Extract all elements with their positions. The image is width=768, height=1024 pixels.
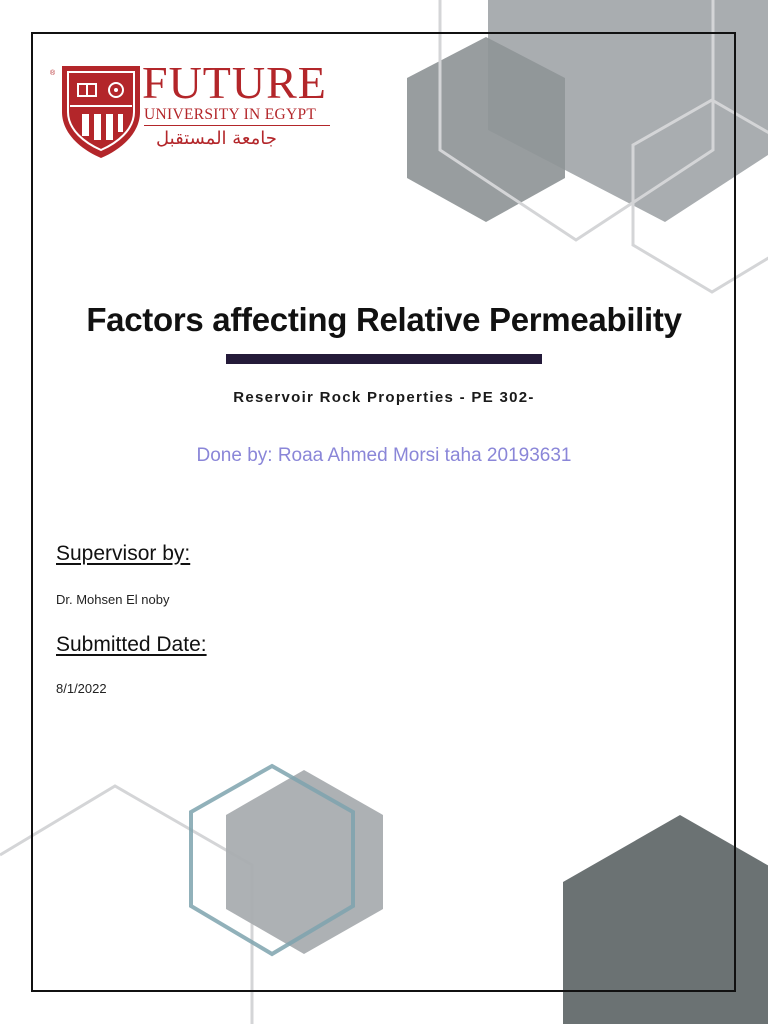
supervisor-name: Dr. Mohsen El noby (56, 592, 170, 607)
registered-mark: ® (50, 70, 56, 77)
document-title: Factors affecting Relative Permeability (86, 301, 682, 338)
title-underline-bar (226, 354, 542, 364)
logo-subtitle: UNIVERSITY IN EGYPT (144, 106, 317, 123)
submitted-date-heading: Submitted Date: (56, 633, 207, 656)
course-subtitle: Reservoir Rock Properties - PE 302- (233, 389, 535, 406)
university-logo (50, 57, 352, 162)
logo-arabic-name: جامعة المستقبل (156, 128, 277, 149)
supervisor-heading: Supervisor by: (56, 542, 191, 565)
page-border (31, 32, 736, 992)
submitted-date-value: 8/1/2022 (56, 681, 107, 696)
logo-divider (144, 125, 330, 126)
logo-wordmark: FUTURE (142, 57, 327, 108)
author-line: Done by: Roaa Ahmed Morsi taha 20193631 (196, 445, 572, 466)
shield-icon (58, 62, 144, 160)
